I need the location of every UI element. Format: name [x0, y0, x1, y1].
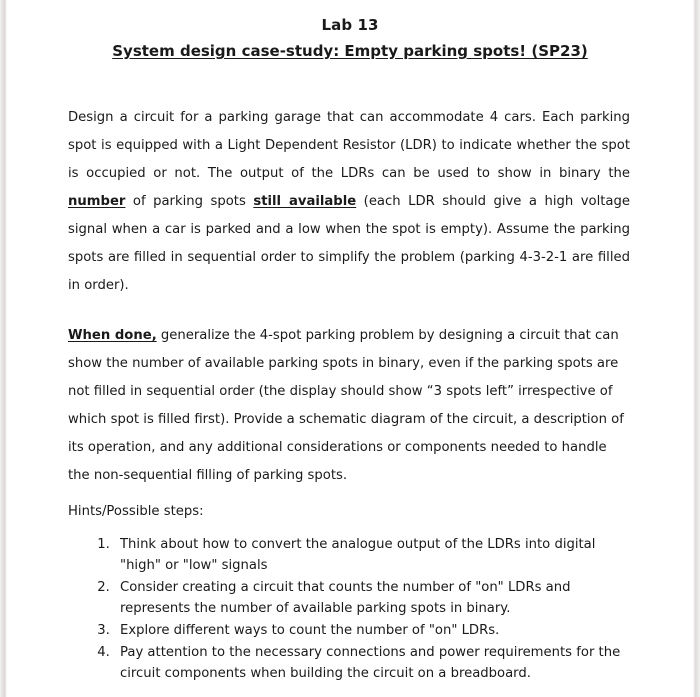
paragraph2-emphasis-when-done: When done,	[68, 328, 157, 343]
paragraph-problem-statement	[68, 104, 630, 300]
paragraph1-segment-1: Design a circuit for a parking garage that can accommodate 4 cars. Each parking spot is equipped with a Light Dependent Resistor (LDR) to indicate whether the spot is occupied or not. The output of the LDRs can be used to show in binary the	[68, 110, 630, 181]
hints-step-list	[68, 534, 630, 684]
paragraph1-emphasis-number: number	[68, 194, 126, 209]
paragraph1-emphasis-still-available: still available	[253, 194, 357, 209]
page-title: Lab 13	[321, 16, 379, 34]
hints-heading: Hints/Possible steps:	[68, 504, 204, 519]
paragraph-generalization	[68, 322, 630, 490]
list-item: 4. Pay attention to the necessary connections and power requirements for the circuit components when building the circuit on a breadboard.	[114, 642, 630, 684]
paragraph1-segment-3: (each LDR should give a high voltage signal when a car is parked and a low when the spot is empty). Assume the parking spots are filled in sequential order to simplify the problem (parking 4-3-2-1 are filled in order).	[68, 194, 630, 293]
document-body	[68, 104, 630, 685]
hints-spacer	[68, 522, 630, 534]
list-item: 3. Explore different ways to count the number of "on" LDRs.	[114, 620, 630, 641]
paragraph-spacer-2	[68, 490, 630, 502]
list-item: 1. Think about how to convert the analogue output of the LDRs into digital "high" or "low" signals	[114, 534, 630, 576]
list-item: 2. Consider creating a circuit that counts the number of "on" LDRs and represents the number of available parking spots in binary.	[114, 577, 630, 619]
paragraph1-segment-2: of parking spots	[125, 194, 254, 209]
page-subtitle: System design case-study: Empty parking spots! (SP23)	[112, 42, 588, 60]
paragraph-spacer-1	[68, 300, 630, 322]
paragraph2-segment-1: generalize the 4-spot parking problem by designing a circuit that can show the number of available parking spots in binary, even if the parking spots are not filled in sequential order (the display should show “3 spots left” irrespective of which spot is filled first). Provide a schematic diagram of the circuit, a description of its operation, and any additional considerations or components needed to handle the non-sequential filling of parking spots.	[68, 328, 624, 483]
